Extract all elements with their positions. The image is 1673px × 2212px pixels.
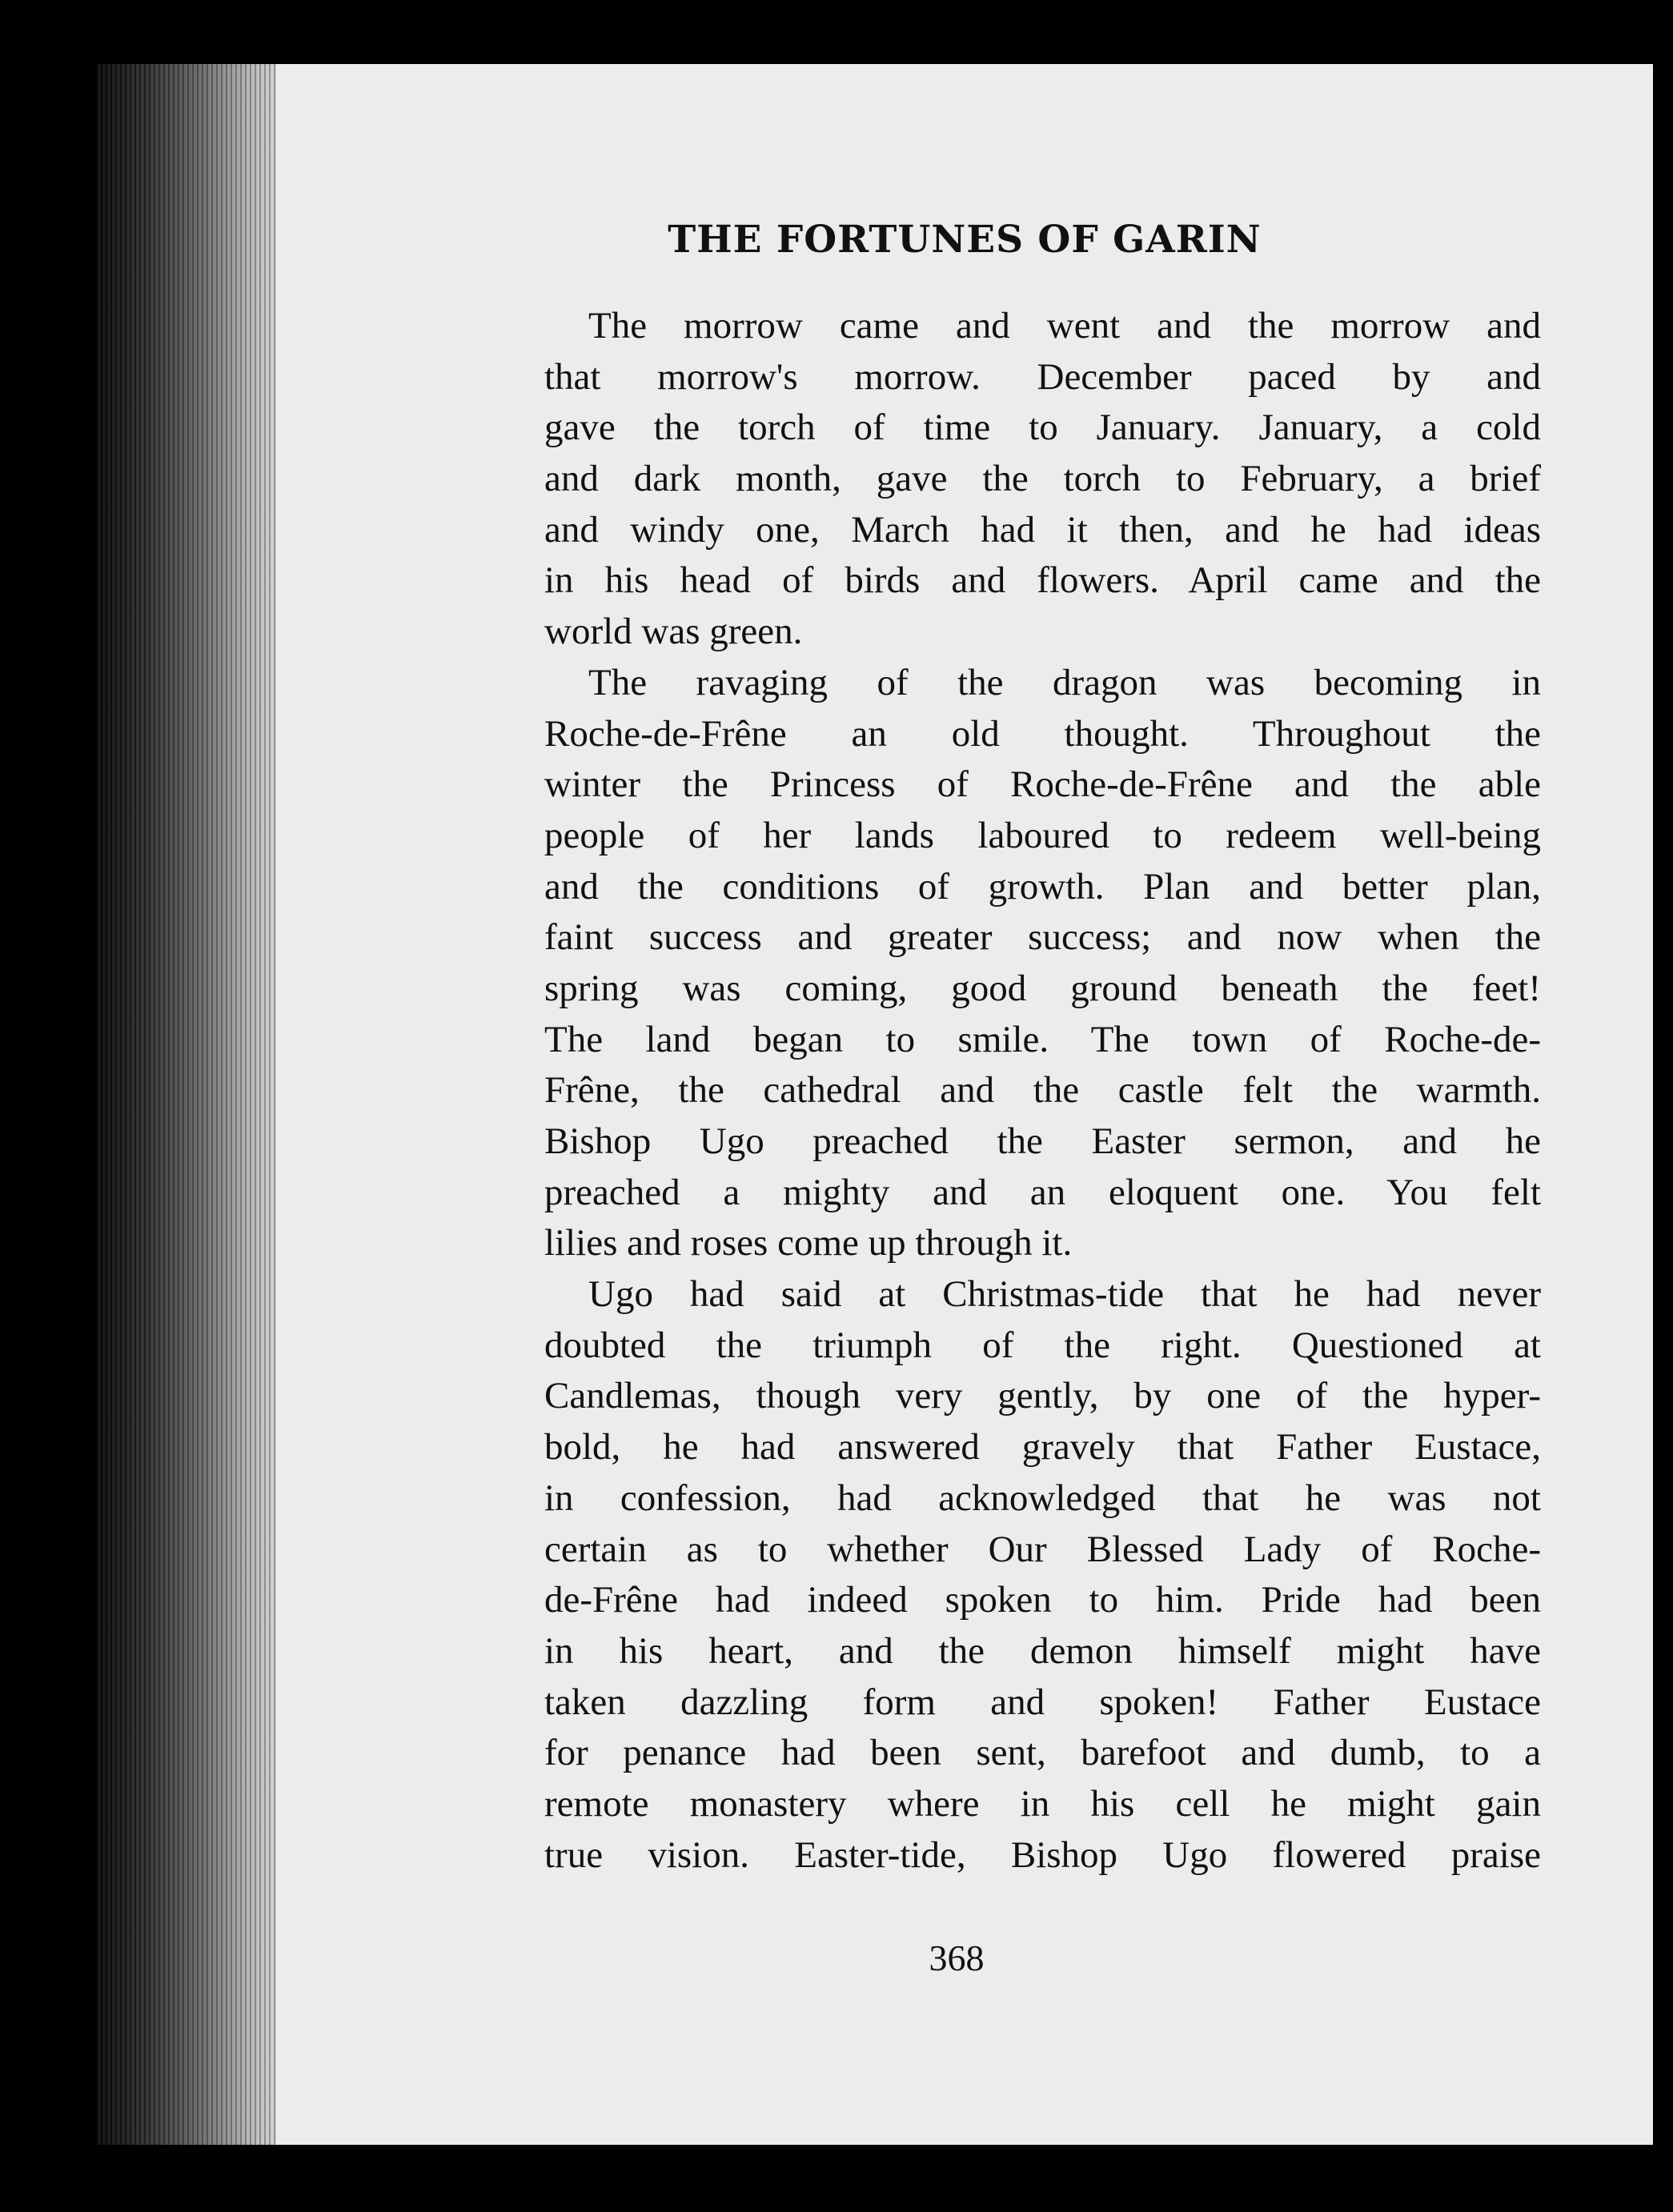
text-line: spring was coming, good ground beneath the feet! bbox=[544, 967, 1541, 1009]
text-line: taken dazzling form and spoken! Father Eustace bbox=[544, 1681, 1541, 1723]
running-title: THE FORTUNES OF GARIN bbox=[668, 218, 1262, 262]
text-line: faint success and greater success; and now when the bbox=[544, 916, 1541, 959]
text-line: The ravaging of the dragon was becoming in bbox=[588, 661, 1541, 703]
text-line: in his head of birds and flowers. April came and the bbox=[544, 559, 1541, 602]
paragraph bbox=[544, 658, 1541, 1269]
book-gutter bbox=[96, 64, 288, 2145]
text-line: The land began to smile. The town of Roche-de- bbox=[544, 1018, 1541, 1060]
text-line: people of her lands laboured to redeem well-being bbox=[544, 814, 1541, 856]
text-line: and the conditions of growth. Plan and better plan, bbox=[544, 865, 1541, 908]
text-line: remote monastery where in his cell he might gain bbox=[544, 1782, 1541, 1825]
text-line: Roche-de-Frêne an old thought. Throughout the bbox=[544, 712, 1541, 755]
text-line: bold, he had answered gravely that Father Eustace, bbox=[544, 1426, 1541, 1469]
text-line: world was green. bbox=[544, 611, 803, 653]
text-line: preached a mighty and an eloquent one. You felt bbox=[544, 1171, 1541, 1213]
text-line: and windy one, March had it then, and he had ideas bbox=[544, 508, 1541, 551]
text-line: for penance had been sent, barefoot and dumb, to a bbox=[544, 1732, 1541, 1774]
text-line: Bishop Ugo preached the Easter sermon, and he bbox=[544, 1120, 1541, 1162]
text-line: that morrow's morrow. December paced by and bbox=[544, 355, 1541, 398]
text-line: in his heart, and the demon himself might have bbox=[544, 1629, 1541, 1672]
text-line: Ugo had said at Christmas-tide that he had never bbox=[588, 1273, 1541, 1316]
text-line: certain as to whether Our Blessed Lady of Roche- bbox=[544, 1528, 1541, 1570]
text-line: Candlemas, though very gently, by one of the hyper- bbox=[544, 1375, 1541, 1417]
page-number bbox=[276, 1937, 1653, 1979]
text-line: and dark month, gave the torch to February, a brief bbox=[544, 458, 1541, 500]
text-line: gave the torch of time to January. January, a cold bbox=[544, 407, 1541, 449]
text-line: de-Frêne had indeed spoken to him. Pride had been bbox=[544, 1579, 1541, 1621]
text-line: winter the Princess of Roche-de-Frêne and the able bbox=[544, 763, 1541, 806]
page-number-text: 368 bbox=[929, 1938, 985, 1978]
body-text bbox=[544, 301, 1541, 1881]
text-line: true vision. Easter-tide, Bishop Ugo flowered praise bbox=[544, 1833, 1541, 1876]
text-line: lilies and roses come up through it. bbox=[544, 1222, 1073, 1264]
paragraph bbox=[544, 1269, 1541, 1881]
paragraph bbox=[544, 301, 1541, 658]
text-line: Frêne, the cathedral and the castle felt the warmth. bbox=[544, 1069, 1541, 1112]
text-line: in confession, had acknowledged that he was not bbox=[544, 1477, 1541, 1519]
text-line: doubted the triumph of the right. Questioned at bbox=[544, 1324, 1541, 1366]
text-line: The morrow came and went and the morrow and bbox=[588, 305, 1541, 347]
